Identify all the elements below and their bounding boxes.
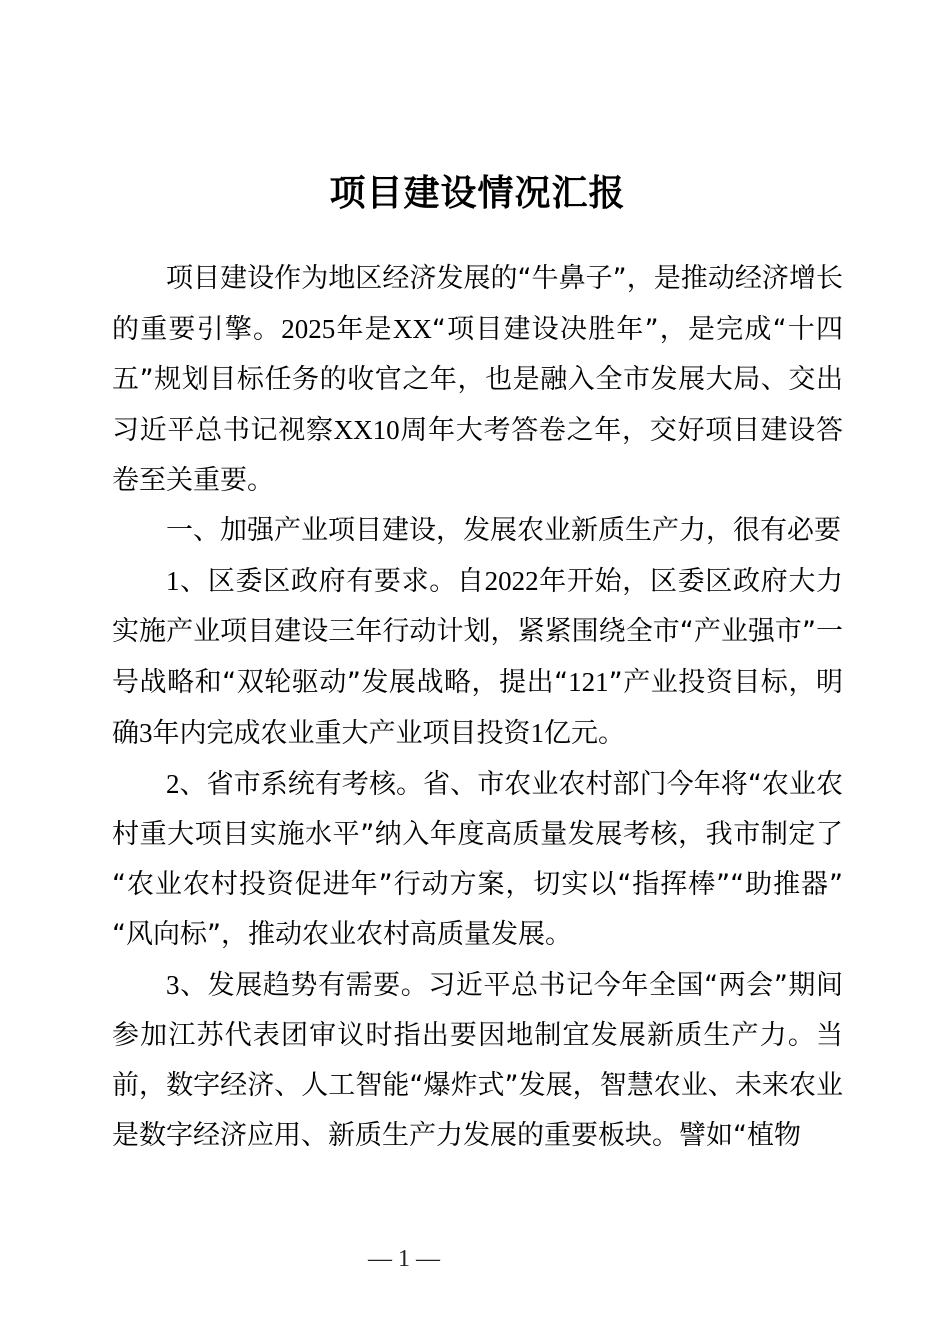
page-number: — 1 — [368,1246,440,1272]
paragraph-point-1: 1、区委区政府有要求。自2022年开始，区委区政府大力实施产业项目建设三年行动计划，紧紧围绕全市“产业强市”一号战略和“双轮驱动”发展战略，提出“121”产业投资目标，明确3年内完成农业重大产业项目投资1亿元。 [112,566,844,749]
paragraph-intro: 项目建设作为地区经济发展的“牛鼻子”，是推动经济增长的重要引擎。2025年是XX“项目建设决胜年”，是完成“十四五”规划目标任务的收官之年，也是融入全市发展大局、交出习近平总书记视察XX10周年大考答卷之年，交好项目建设答卷至关重要。 [112,263,844,496]
page-footer [0,1244,808,1274]
section-heading-1: 一、加强产业项目建设，发展农业新质生产力，很有必要 [166,515,841,546]
document-title: 项目建设情况汇报 [329,173,626,214]
paragraph-point-2: 2、省市系统有考核。省、市农业农村部门今年将“农业农村重大项目实施水平”纳入年度高质量发展考核，我市制定了“农业农村投资促进年”行动方案，切实以“指挥棒”“助推器”“风向标”，推动农业农村高质量发展。 [112,769,843,950]
paragraph-point-3: 3、发展趋势有需要。习近平总书记今年全国“两会”期间参加江苏代表团审议时指出要因地制宜发展新质生产力。当前，数字经济、人工智能“爆炸式”发展，智慧农业、未来农业是数字经济应用、新质生产力发展的重要板块。譬如“植物 [112,970,843,1151]
